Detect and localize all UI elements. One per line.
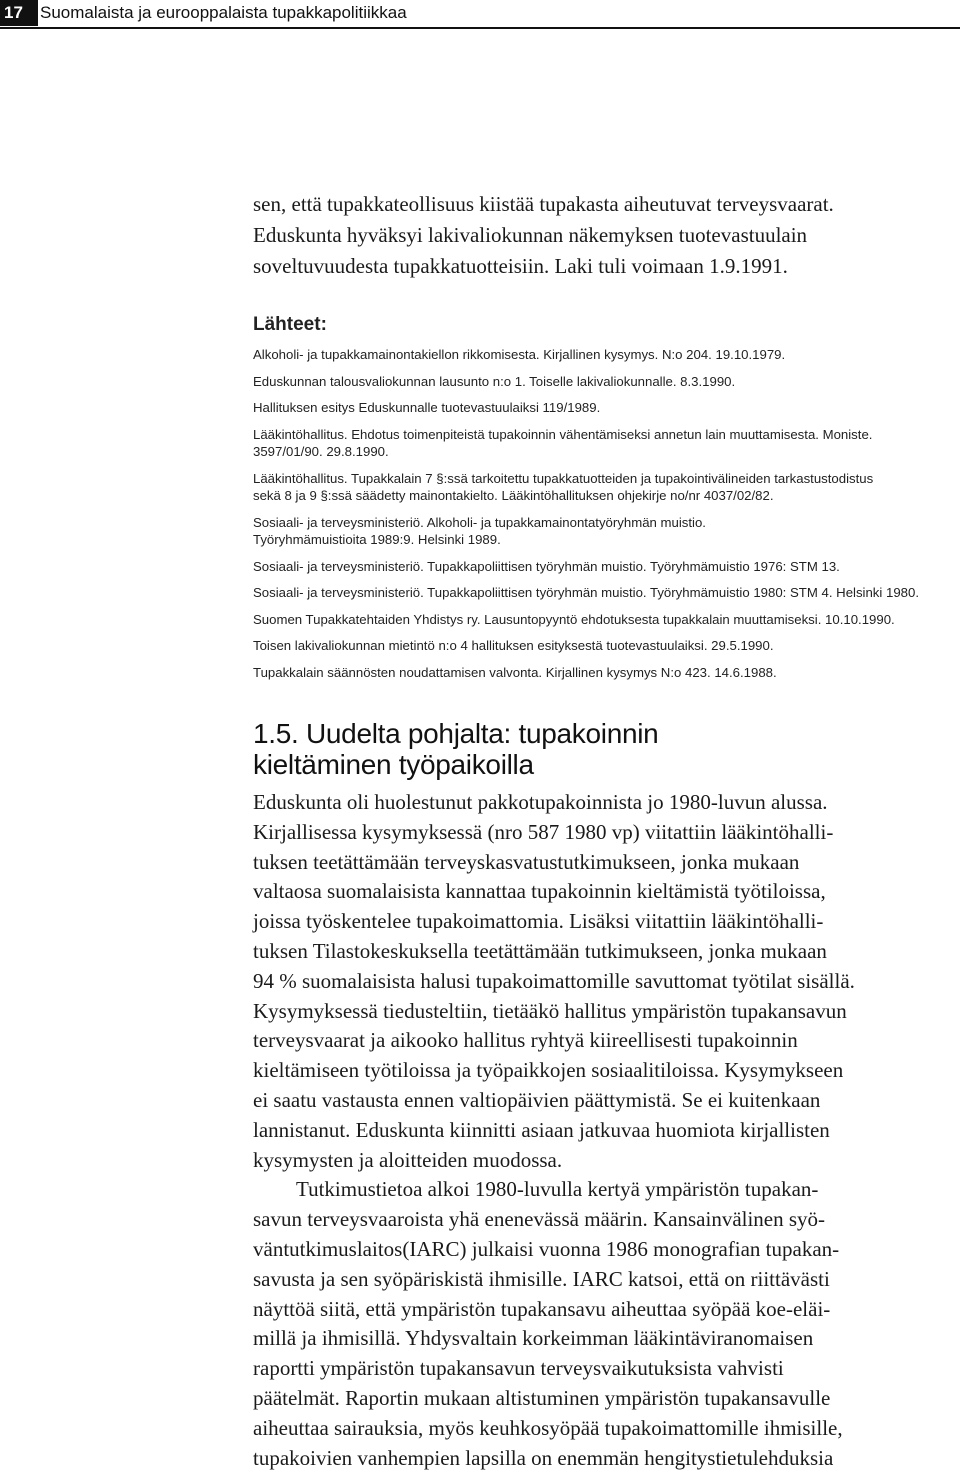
source-item — [253, 611, 953, 629]
source-line: Työryhmämuistioita 1989:9. Helsinki 1989. — [253, 532, 501, 547]
source-item — [253, 373, 953, 391]
source-item — [253, 514, 953, 549]
source-item — [253, 558, 953, 576]
source-item — [253, 346, 953, 364]
page-header — [0, 0, 960, 29]
source-line: Suomen Tupakkatehtaiden Yhdistys ry. Lausuntopyyntö ehdotuksesta tupakkalain muuttamiseksi. 10.10.1990. — [253, 611, 895, 627]
sources-heading: Lähteet: — [253, 314, 327, 335]
text-line: kysymysten ja aloitteiden muodossa. — [253, 1147, 563, 1172]
source-item — [253, 470, 953, 505]
heading-line: 1.5. Uudelta pohjalta: tupakoinnin — [253, 718, 659, 749]
running-title: Suomalaista ja eurooppalaista tupakkapolitiikkaa — [40, 3, 407, 22]
intro-paragraph — [253, 189, 953, 282]
text-line: Eduskunta hyväksyi lakivaliokunnan näkemyksen tuotevastuulain — [253, 223, 808, 247]
text-line: tuksen Tilastokeskuksella teetättämään tutkimukseen, jonka mukaan — [253, 938, 827, 963]
source-line: Lääkintöhallitus. Ehdotus toimenpiteistä tupakoinnin vähentämiseksi annetun lain muuttamisesta. Moniste. — [253, 426, 873, 442]
text-line: Tutkimustietoa alkoi 1980-luvulla kertyä ympäristön tupakan- — [296, 1177, 819, 1202]
source-line: Lääkintöhallitus. Tupakkalain 7 §:ssä tarkoitettu tupakkatuotteiden ja tupakointivälineiden tarkastustodistus — [253, 470, 874, 486]
text-line: Eduskunta oli huolestunut pakkotupakoinnista jo 1980-luvun alussa. — [253, 790, 828, 814]
text-line: Kirjallisessa kysymyksessä (nro 587 1980 vp) viitattiin lääkintöhalli- — [253, 819, 834, 844]
source-item — [253, 584, 953, 602]
body-paragraph — [253, 1175, 953, 1473]
header-divider — [0, 27, 960, 29]
text-line: millä ja ihmisillä. Yhdysvaltain korkeimman lääkintäviranomaisen — [253, 1326, 814, 1351]
sources-list — [253, 346, 953, 690]
section-heading — [253, 718, 953, 780]
source-line: Tupakkalain säännösten noudattamisen valvonta. Kirjallinen kysymys N:o 423. 14.6.1988. — [253, 664, 777, 680]
source-line: sekä 8 ja 9 §:ssä säädetty mainontakielto. Lääkintöhallituksen ohjekirje no/nr 4037/02/82. — [253, 488, 774, 503]
section-body — [253, 788, 953, 1473]
source-line: Sosiaali- ja terveysministeriö. Tupakkapoliittisen työryhmän muistio. Työryhmämuistio 1980: STM 4. Helsinki 1980. — [253, 585, 919, 600]
text-line: 94 % suomalaisista halusi tupakoimattomille savuttomat työtilat sisällä. — [253, 968, 855, 993]
text-line: terveysvaarat ja aikooko hallitus ryhtyä kiireellisesti tupakoinnin — [253, 1028, 798, 1053]
source-item — [253, 399, 953, 417]
text-line: tuksen teetättämään terveyskasvatustutkimukseen, jonka mukaan — [253, 849, 800, 874]
source-item — [253, 664, 953, 682]
text-line: näyttöä siitä, että ympäristön tupakansavu aiheuttaa syöpää koe-eläi- — [253, 1296, 831, 1321]
text-line: sen, että tupakkateollisuus kiistää tupakasta aiheutuvat terveysvaarat. — [253, 192, 834, 216]
source-line: Sosiaali- ja terveysministeriö. Tupakkapoliittisen työryhmän muistio. Työryhmämuistio 1976: STM 13. — [253, 558, 840, 574]
source-line: 3597/01/90. 29.8.1990. — [253, 444, 389, 459]
text-line: valtaosa suomalaisista kannattaa tupakoinnin kieltämistä työtiloissa, — [253, 879, 826, 904]
source-line: Hallituksen esitys Eduskunnalle tuotevastuulaiksi 119/1989. — [253, 400, 601, 415]
text-line: savun terveysvaaroista yhä enenevässä määrin. Kansainvälinen syö- — [253, 1207, 826, 1232]
source-line: Alkoholi- ja tupakkamainontakiellon rikkomisesta. Kirjallinen kysymys. N:o 204. 19.10.1979. — [253, 347, 786, 362]
source-line: Eduskunnan talousvaliokunnan lausunto n:o 1. Toiselle lakivaliokunnalle. 8.3.1990. — [253, 373, 736, 389]
source-line: Sosiaali- ja terveysministeriö. Alkoholi- ja tupakkamainontatyöryhmän muistio. — [253, 514, 706, 530]
text-line: Kysymyksessä tiedusteltiin, tietääkö hallitus ympäristön tupakansavun — [253, 998, 847, 1023]
text-line: lannistanut. Eduskunta kiinnitti asiaan jatkuvaa huomiota kirjallisten — [253, 1117, 830, 1142]
source-item — [253, 426, 953, 461]
text-line: ei saatu vastausta ennen valtiopäivien päättymistä. Se ei kuitenkaan — [253, 1087, 821, 1112]
text-line: päätelmät. Raportin mukaan altistuminen ympäristön tupakansavulle — [253, 1385, 831, 1410]
text-line: aiheuttaa sairauksia, myös keuhkosyöpää tupakoimattomille ihmisille, — [253, 1415, 843, 1440]
text-line: väntutkimuslaitos(IARC) julkaisi vuonna 1986 monografian tupakan- — [253, 1236, 840, 1261]
text-line: savusta ja sen syöpäriskistä ihmisille. IARC katsoi, että on riittävästi — [253, 1266, 830, 1291]
page-number: 17 — [0, 0, 38, 26]
body-paragraph — [253, 788, 953, 1175]
text-line: raportti ympäristön tupakansavun terveysvaikutuksista vahvisti — [253, 1356, 784, 1381]
text-line: tupakoivien vanhempien lapsilla on enemmän hengitystietulehduksia — [253, 1445, 834, 1470]
text-line: soveltuvuudesta tupakkatuotteisiin. Laki tuli voimaan 1.9.1991. — [253, 254, 788, 278]
source-line: Toisen lakivaliokunnan mietintö n:o 4 hallituksen esityksestä tuotevastuulaiksi. 29.5.1990. — [253, 638, 774, 653]
source-item — [253, 637, 953, 655]
heading-line: kieltäminen työpaikoilla — [253, 749, 534, 780]
text-line: kieltämiseen työtiloissa ja työpaikkojen sosiaalitiloissa. Kysymykseen — [253, 1058, 844, 1083]
text-line: joissa työskentelee tupakoimattomia. Lisäksi viitattiin lääkintöhalli- — [253, 909, 824, 934]
